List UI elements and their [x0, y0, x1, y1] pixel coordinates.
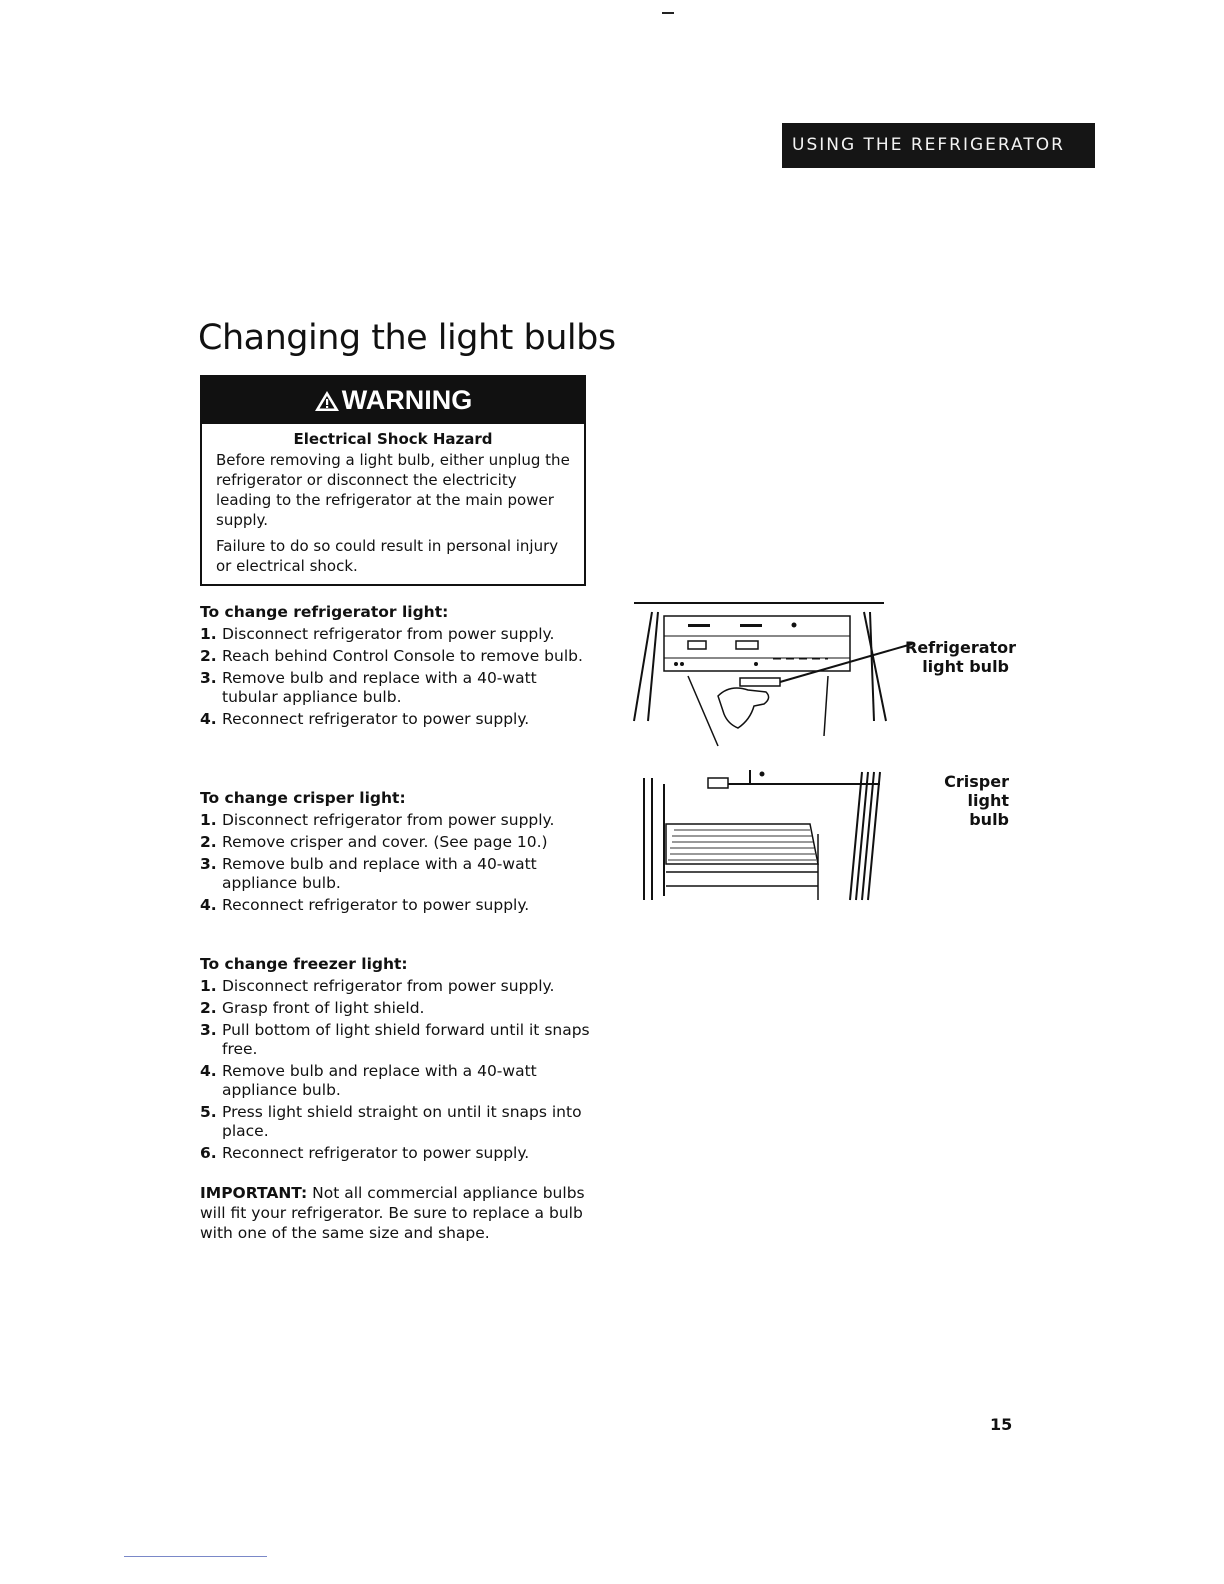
- step-item: [200, 669, 592, 707]
- page-title: Changing the light bulbs: [198, 318, 616, 358]
- page-number: 15: [990, 1415, 1013, 1434]
- step-number: 5.: [200, 1103, 217, 1121]
- step-number: 4.: [200, 1062, 217, 1080]
- step-item: [200, 1144, 592, 1163]
- warning-triangle-icon: [314, 390, 340, 412]
- warning-box: [200, 375, 586, 586]
- step-text: Reconnect refrigerator to power supply.: [222, 1144, 530, 1162]
- step-number: 4.: [200, 896, 217, 914]
- step-text: Press light shield straight on until it snaps into place.: [222, 1103, 582, 1140]
- step-text: Grasp front of light shield.: [222, 999, 425, 1017]
- warning-subtitle: Electrical Shock Hazard: [293, 430, 493, 448]
- step-number: 4.: [200, 710, 217, 728]
- crisper-bulb-label: [905, 772, 1009, 829]
- label-line: bulb: [969, 810, 1009, 829]
- step-item: [200, 811, 592, 830]
- label-line: light bulb: [922, 657, 1009, 676]
- freezer-light-section: [200, 955, 592, 1166]
- step-item: [200, 977, 592, 996]
- step-item: [200, 833, 592, 852]
- step-text: Remove bulb and replace with a 40-watt tubular appliance bulb.: [222, 669, 537, 706]
- step-number: 2.: [200, 833, 217, 851]
- step-text: Reach behind Control Console to remove bulb.: [222, 647, 583, 665]
- section-tab-label: USING THE REFRIGERATOR: [792, 135, 1065, 155]
- crisper-light-illustration: [622, 764, 904, 904]
- step-item: [200, 896, 592, 915]
- step-text: Reconnect refrigerator to power supply.: [222, 896, 530, 914]
- step-item: [200, 1103, 592, 1141]
- step-text: Remove bulb and replace with a 40-watt appliance bulb.: [222, 1062, 537, 1099]
- step-text: Reconnect refrigerator to power supply.: [222, 710, 530, 728]
- footer-rule: [124, 1556, 267, 1557]
- step-number: 1.: [200, 811, 217, 829]
- crisper-light-section: [200, 789, 592, 918]
- step-number: 6.: [200, 1144, 217, 1162]
- warning-paragraph: Failure to do so could result in personal injury or electrical shock.: [216, 537, 559, 575]
- section-heading: To change freezer light:: [200, 955, 408, 973]
- section-heading: To change refrigerator light:: [200, 603, 449, 621]
- important-note: [200, 1183, 592, 1243]
- step-item: [200, 647, 592, 666]
- step-text: Disconnect refrigerator from power supply.: [222, 977, 555, 995]
- step-text: Disconnect refrigerator from power supply.: [222, 811, 555, 829]
- important-text: Not all commercial appliance bulbs will fit your refrigerator. Be sure to replace a bulb with one of the same size and shape.: [200, 1184, 585, 1242]
- step-item: [200, 1021, 592, 1059]
- step-number: 2.: [200, 647, 217, 665]
- step-item: [200, 710, 592, 729]
- warning-header: [202, 377, 584, 424]
- step-number: 2.: [200, 999, 217, 1017]
- label-line: Crisper light: [944, 772, 1009, 810]
- step-number: 3.: [200, 1021, 217, 1039]
- important-label: IMPORTANT:: [200, 1184, 308, 1202]
- label-line: Refrigerator: [905, 638, 1017, 657]
- step-text: Remove bulb and replace with a 40-watt appliance bulb.: [222, 855, 537, 892]
- section-tab: [782, 123, 1095, 168]
- step-item: [200, 999, 592, 1018]
- step-number: 3.: [200, 855, 217, 873]
- warning-label: WARNING: [341, 385, 473, 415]
- step-text: Remove crisper and cover. (See page 10.): [222, 833, 548, 851]
- step-item: [200, 625, 592, 644]
- step-item: [200, 855, 592, 893]
- step-text: Pull bottom of light shield forward until it snaps free.: [222, 1021, 590, 1058]
- warning-paragraph: Before removing a light bulb, either unplug the refrigerator or disconnect the electricity leading to the refrigerator at the main power supply.: [216, 451, 570, 529]
- step-text: Disconnect refrigerator from power supply.: [222, 625, 555, 643]
- step-number: 3.: [200, 669, 217, 687]
- step-item: [200, 1062, 592, 1100]
- step-number: 1.: [200, 625, 217, 643]
- refrigerator-light-illustration: [628, 596, 918, 748]
- step-number: 1.: [200, 977, 217, 995]
- refrigerator-bulb-label: [905, 638, 1017, 676]
- section-heading: To change crisper light:: [200, 789, 406, 807]
- scan-mark: [662, 12, 674, 14]
- refrigerator-light-section: [200, 603, 592, 732]
